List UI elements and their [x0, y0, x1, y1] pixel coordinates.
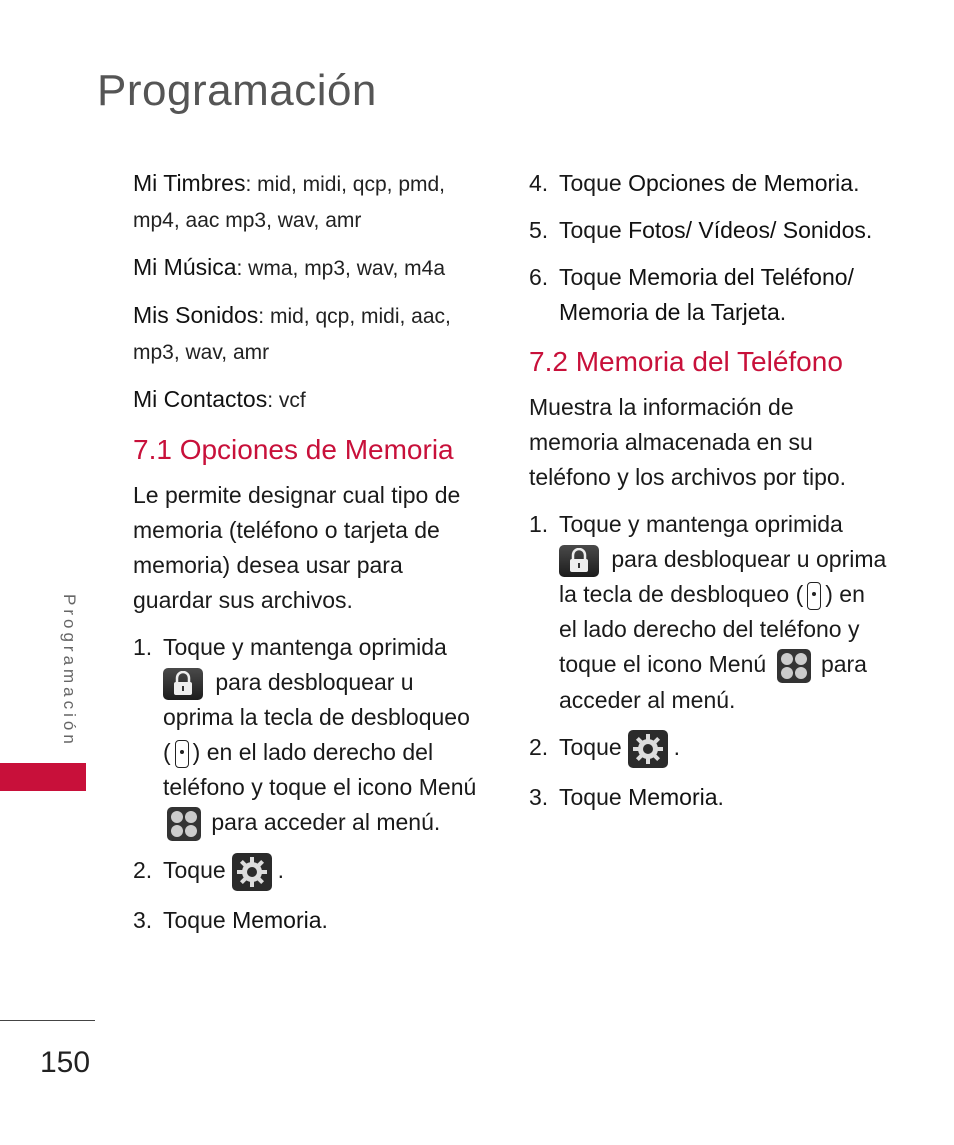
side-key-icon: [807, 582, 821, 610]
step-number: 2.: [133, 856, 153, 883]
step-text: [163, 853, 483, 891]
side-tab-label: Programación: [60, 594, 79, 748]
format-mi-contactos: [133, 382, 483, 418]
step-number: 2.: [529, 733, 549, 760]
step-text-part: Toque: [163, 906, 226, 933]
step-text-bold: Opciones de Memoria: [628, 170, 854, 196]
step-text: [163, 903, 483, 938]
step-6: [529, 260, 889, 330]
right-column: [529, 166, 889, 827]
step-number: 3.: [133, 906, 153, 933]
step-text-part: Toque: [559, 170, 622, 196]
step-text-bold: Memoria del Teléfono/ Memoria de la Tarjeta: [559, 264, 854, 325]
step-text-part: para acceder al menú.: [559, 651, 867, 713]
step-text-part: Toque y mantenga oprimida: [559, 511, 843, 537]
step-2: [133, 853, 483, 891]
step-text-part: .: [779, 299, 787, 325]
step-text-part: Toque: [559, 783, 622, 810]
format-value: : mid, midi, qcp, pmd, mp4, aac mp3, wav, amr: [133, 173, 446, 232]
format-mi-musica: [133, 250, 483, 286]
step-number: 1.: [529, 511, 549, 537]
step-text-bold: Fotos/ Vídeos/ Sonidos.: [628, 217, 873, 243]
menu-icon: [167, 807, 201, 841]
step-3: [133, 903, 483, 938]
step-4: [529, 166, 889, 201]
step-text: [163, 630, 483, 841]
page-title: Programación: [97, 66, 377, 115]
step-5: [529, 213, 889, 248]
step-text: [559, 780, 889, 815]
format-label: Mi Música: [133, 254, 237, 280]
page-number: 150: [40, 1046, 91, 1079]
section-heading-memoria-telefono: 7.2 Memoria del Teléfono: [529, 346, 843, 377]
step-text-part: .: [673, 734, 681, 760]
step-text-bold: Memoria: [232, 906, 322, 933]
side-tab-marker: [0, 763, 86, 791]
step-text-part: .: [717, 783, 724, 810]
step-1: [133, 630, 483, 841]
format-value: : mid, qcp, midi, aac, mp3, wav, amr: [133, 305, 451, 364]
step-text-part: ) en el lado derecho del teléfono y toque el icono Menú: [559, 581, 865, 677]
step-number: 6.: [529, 264, 549, 290]
footer-divider: [0, 1020, 95, 1021]
step-text-part: Toque: [559, 734, 622, 760]
step-number: 4.: [529, 170, 549, 196]
step-text-part: Toque: [559, 217, 622, 243]
menu-icon: [777, 649, 811, 683]
step-text-part: Toque: [559, 264, 622, 290]
settings-gear-icon: [628, 730, 668, 768]
step-text-part: ) en el lado derecho del teléfono y toque el icono Menú: [163, 739, 477, 800]
lock-icon: [559, 545, 599, 577]
step-number: 5.: [529, 217, 549, 243]
step-text-part: para acceder al menú.: [211, 809, 441, 835]
step-number: 1.: [133, 634, 153, 660]
step-text: [559, 166, 889, 201]
step-number: 3.: [529, 783, 549, 810]
format-value: : wma, mp3, wav, m4a: [236, 257, 446, 280]
format-label: Mi Timbres: [133, 170, 246, 196]
format-mi-timbres: [133, 166, 483, 238]
step-2: [529, 730, 889, 768]
step-text: [559, 730, 889, 768]
step-text-bold: Memoria: [628, 783, 718, 810]
format-label: Mi Contactos: [133, 386, 268, 412]
step-text-part: Toque y mantenga oprimida: [163, 634, 447, 660]
format-label: Mis Sonidos: [133, 302, 259, 328]
step-text-part: .: [853, 170, 860, 196]
lock-icon: [163, 668, 203, 700]
side-key-icon: [175, 740, 189, 768]
format-mis-sonidos: [133, 298, 483, 370]
step-text-part: Toque: [163, 857, 226, 883]
step-1: [529, 507, 889, 718]
section-description: Le permite designar cual tipo de memoria (teléfono o tarjeta de memoria) desea usar para guardar sus archivos.: [133, 482, 461, 613]
section-heading-opciones-memoria: 7.1 Opciones de Memoria: [133, 434, 454, 465]
step-text: [559, 507, 889, 718]
step-3: [529, 780, 889, 815]
step-text-part: .: [277, 857, 285, 883]
format-value: : vcf: [267, 389, 306, 412]
step-text-part: para desbloquear u oprima la tecla de desbloqueo (: [163, 669, 470, 765]
section-description: Muestra la información de memoria almacenada en su teléfono y los archivos por tipo.: [529, 394, 847, 490]
left-column: [133, 166, 483, 950]
step-text-part: para desbloquear u oprima la tecla de desbloqueo (: [559, 546, 887, 607]
settings-gear-icon: [232, 853, 272, 891]
step-text-part: .: [321, 906, 328, 933]
step-text: [559, 260, 889, 330]
step-text: [559, 213, 889, 248]
